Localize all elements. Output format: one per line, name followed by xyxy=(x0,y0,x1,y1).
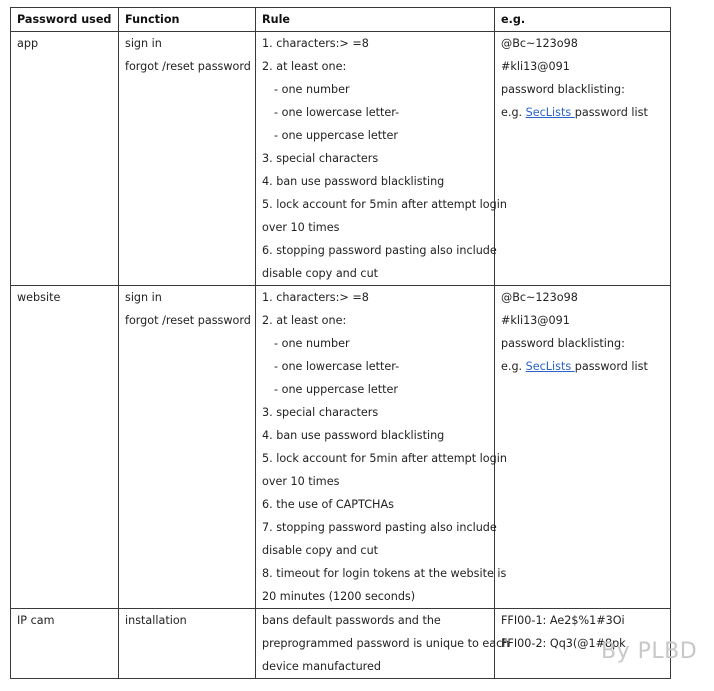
password-used-text: website xyxy=(17,291,61,304)
example-link-suffix: password list xyxy=(574,360,648,373)
rule-item: 7. stopping password pasting also include xyxy=(262,521,497,534)
table-header-row xyxy=(11,8,671,32)
rule-item: preprogrammed password is unique to each xyxy=(262,637,510,650)
example-item: FFI00-2: Qq3(@1#8pk xyxy=(501,637,626,650)
example-item: @Bc~123o98 xyxy=(501,291,578,304)
rule-item: - one uppercase letter xyxy=(274,383,399,396)
example-link-suffix: password list xyxy=(574,106,648,119)
rule-item: 3. special characters xyxy=(262,406,379,419)
cell-function xyxy=(119,609,256,679)
seclists-link[interactable]: SecLists xyxy=(525,106,575,119)
cell-function xyxy=(119,32,256,286)
cell-rule xyxy=(256,609,510,679)
rule-item: 2. at least one: xyxy=(262,314,347,327)
rule-item: 4. ban use password blacklisting xyxy=(262,175,445,188)
rule-item: 6. the use of CAPTCHAs xyxy=(262,498,394,511)
rule-item: disable copy and cut xyxy=(262,267,379,280)
header-password-used: Password used xyxy=(11,8,119,32)
rule-item: over 10 times xyxy=(262,221,340,234)
function-item: sign in xyxy=(125,37,162,50)
example-link-prefix: e.g. xyxy=(501,360,526,373)
header-rule: Rule xyxy=(256,8,495,32)
rule-item: over 10 times xyxy=(262,475,340,488)
rule-item: 8. timeout for login tokens at the website is xyxy=(262,567,507,580)
example-link-prefix: e.g. xyxy=(501,106,526,119)
rule-item: 20 minutes (1200 seconds) xyxy=(262,590,416,603)
password-used-text: app xyxy=(17,37,39,50)
example-item: FFI00-1: Ae2$%1#3Oi xyxy=(501,614,625,627)
rule-item: - one uppercase letter xyxy=(274,129,399,142)
password-policy-table xyxy=(10,7,671,679)
watermark: By PLBD xyxy=(601,639,698,664)
rule-item: - one lowercase letter- xyxy=(274,360,400,373)
password-used-text: IP cam xyxy=(17,614,55,627)
rule-item: 5. lock account for 5min after attempt login xyxy=(262,452,507,465)
header-function: Function xyxy=(119,8,256,32)
seclists-link[interactable]: SecLists xyxy=(525,360,575,373)
cell-rule xyxy=(256,32,507,286)
cell-function xyxy=(119,286,256,609)
rule-item: bans default passwords and the xyxy=(262,614,441,627)
example-item: @Bc~123o98 xyxy=(501,37,578,50)
rule-item: 6. stopping password pasting also include xyxy=(262,244,497,257)
table-row xyxy=(11,32,671,286)
cell-rule xyxy=(256,286,507,609)
rule-item: 3. special characters xyxy=(262,152,379,165)
cell-password-used xyxy=(11,609,119,679)
cell-example xyxy=(495,32,671,286)
rule-item: - one number xyxy=(274,337,350,350)
function-item: sign in xyxy=(125,291,162,304)
example-item: #kli13@091 xyxy=(501,314,570,327)
cell-password-used xyxy=(11,32,119,286)
example-item: #kli13@091 xyxy=(501,60,570,73)
rule-item: device manufactured xyxy=(262,660,381,673)
function-item: forgot /reset password xyxy=(125,314,251,327)
example-link-line xyxy=(501,355,664,378)
table-row xyxy=(11,609,671,679)
example-item: password blacklisting: xyxy=(501,83,625,96)
example-link-line xyxy=(501,101,664,124)
rule-item: - one lowercase letter- xyxy=(274,106,400,119)
cell-example xyxy=(495,286,671,609)
header-eg: e.g. xyxy=(495,8,671,32)
rule-item: disable copy and cut xyxy=(262,544,379,557)
rule-item: 1. characters:> =8 xyxy=(262,291,369,304)
rule-item: 1. characters:> =8 xyxy=(262,37,369,50)
function-item: forgot /reset password xyxy=(125,60,251,73)
rule-item: - one number xyxy=(274,83,350,96)
cell-password-used xyxy=(11,286,119,609)
rule-item: 5. lock account for 5min after attempt login xyxy=(262,198,507,211)
function-item: installation xyxy=(125,614,187,627)
rule-item: 4. ban use password blacklisting xyxy=(262,429,445,442)
rule-item: 2. at least one: xyxy=(262,60,347,73)
example-item: password blacklisting: xyxy=(501,337,625,350)
table-row xyxy=(11,286,671,609)
